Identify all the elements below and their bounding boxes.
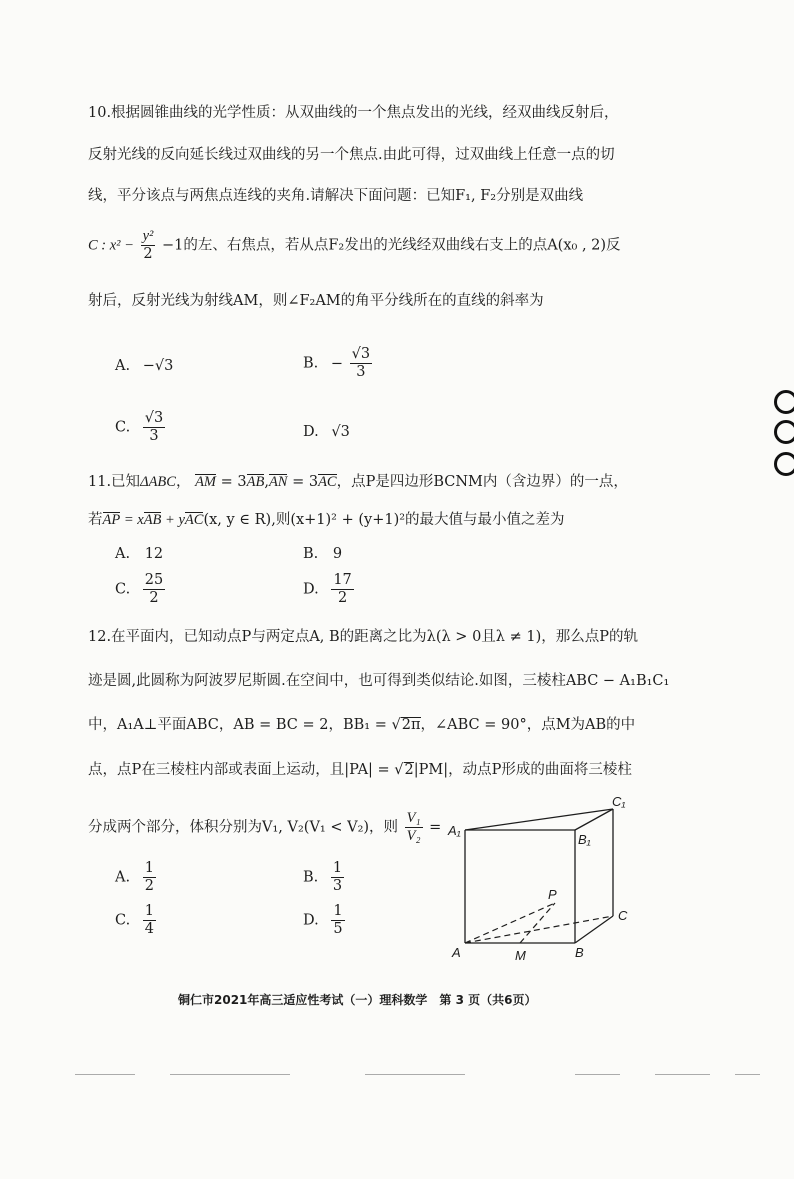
q10-option-c xyxy=(115,410,167,445)
q11-triangle: ΔABC xyxy=(140,474,176,490)
q10-curve-fraction xyxy=(141,228,156,263)
q11-option-d-label: D. xyxy=(303,581,319,598)
label-a1: A₁ xyxy=(448,823,461,838)
q11-line-2 xyxy=(88,510,565,530)
binding-hole-mark-2 xyxy=(774,420,794,444)
segment-m-p xyxy=(520,903,555,943)
q12-line-5-b: = xyxy=(429,819,442,836)
q11-eq-2: = 3 xyxy=(287,474,319,490)
q10-curve-fraction-num: y² xyxy=(142,228,154,244)
q12-volume-ratio xyxy=(405,810,423,845)
q11-option-b-label: B. xyxy=(303,546,319,562)
q12-line-2: 迹是圆,此圆称为阿波罗尼斯圆.在空间中，也可得到类似结论.如图，三棱柱ABC − A₁B₁C₁ xyxy=(88,673,670,689)
scan-dash-4 xyxy=(575,1074,620,1075)
q11-vector-ac: AC xyxy=(318,474,337,490)
q11-option-d xyxy=(303,572,356,607)
label-c: C xyxy=(618,908,628,923)
q10-option-c-label: C. xyxy=(115,419,131,436)
q11-option-c xyxy=(115,572,167,607)
q12-option-a-fraction xyxy=(143,860,156,895)
q12-sqrt-2: 2 xyxy=(404,762,414,778)
q12-option-c-fraction xyxy=(143,903,156,938)
q10-line-1: 10.根据圆锥曲线的光学性质：从双曲线的一个焦点发出的光线，经双曲线反射后， xyxy=(88,105,619,121)
q10-option-a xyxy=(115,356,173,376)
q11-option-b-value: 9 xyxy=(332,546,343,562)
q10-option-b-num: √3 xyxy=(351,346,371,362)
label-p: P xyxy=(548,887,557,902)
q12-option-a-den: 2 xyxy=(144,878,154,894)
q11-option-a-value: 12 xyxy=(144,546,164,562)
edge-a1-c1 xyxy=(465,809,613,830)
q12-line-5 xyxy=(88,810,441,845)
q10-curve-fraction-den: 2 xyxy=(143,246,153,262)
q10-option-b xyxy=(303,346,374,381)
q11-vector-ab-2: AB xyxy=(143,512,162,528)
q12-sqrt-2pi: 2π xyxy=(401,717,421,733)
q11-option-d-den: 2 xyxy=(337,590,348,606)
q10-line-4 xyxy=(88,228,621,263)
q11-line-1-c: ， xyxy=(175,474,191,490)
q10-line-3: 线，平分该点与两焦点连线的夹角.请解决下面问题：已知F₁, F₂分别是双曲线 xyxy=(88,188,584,204)
q11-eq-1: = 3 xyxy=(216,474,247,490)
q11-option-c-fraction xyxy=(143,572,165,607)
q11-vector-ac-2: AC xyxy=(184,512,204,528)
q12-option-b-label: B. xyxy=(303,869,319,886)
q12-line-4-a: 点，点P在三棱柱内部或表面上运动，且|PA| = xyxy=(88,762,395,778)
q12-line-3-a: 中，A₁A⊥平面ABC，AB = BC = 2，BB₁ = xyxy=(88,717,392,733)
q10-line-4-post: −1的左、右焦点，若从点F₂发出的光线经双曲线右支上的点A(x₀ , 2)反 xyxy=(161,237,621,254)
label-b1: B₁ xyxy=(578,832,591,847)
q10-option-d-value: √3 xyxy=(331,424,350,440)
q12-option-b xyxy=(303,860,346,895)
q12-option-b-den: 3 xyxy=(332,878,343,894)
q12-line-3: 中，A₁A⊥平面ABC，AB = BC = 2，BB₁ = √2π，∠ABC = 90°，点M为AB的中 xyxy=(88,717,636,733)
q10-option-b-den: 3 xyxy=(356,364,366,380)
q12-option-c-num: 1 xyxy=(144,903,155,919)
q11-vector-an: AN xyxy=(268,474,288,490)
q10-option-a-value: −√3 xyxy=(142,358,174,374)
label-m: M xyxy=(515,948,526,963)
scan-dash-3 xyxy=(365,1074,465,1075)
binding-hole-mark-3 xyxy=(774,452,794,476)
label-b: B xyxy=(575,945,584,960)
q12-option-c-den: 4 xyxy=(144,921,155,937)
q10-line-5: 射后，反射光线为射线AM，则∠F₂AM的角平分线所在的直线的斜率为 xyxy=(88,293,544,309)
q12-option-d-fraction xyxy=(331,903,344,938)
binding-hole-mark-1 xyxy=(774,390,794,414)
label-a: A xyxy=(452,945,461,960)
q11-option-b xyxy=(303,544,342,564)
q12-option-a-num: 1 xyxy=(144,860,154,876)
q12-option-d-label: D. xyxy=(303,912,319,929)
q10-option-b-label: B. xyxy=(303,355,319,372)
q11-plus-y: + y xyxy=(161,512,185,528)
prism-figure xyxy=(440,795,640,970)
q10-option-c-den: 3 xyxy=(149,428,159,444)
scan-dash-2 xyxy=(170,1074,290,1075)
q12-option-d-den: 5 xyxy=(333,921,343,937)
q11-line-2-b: (x, y ∈ R),则(x+1)² + (y+1)²的最大值与最小值之差为 xyxy=(203,512,565,528)
label-c1: C₁ xyxy=(612,795,626,809)
q12-line-5-a: 分成两个部分，体积分别为V₁, V₂(V₁ < V₂)，则 xyxy=(88,819,399,836)
q11-option-d-fraction xyxy=(331,572,353,607)
q10-option-d xyxy=(303,422,350,442)
q12-line-4-b: |PM|，动点P形成的曲面将三棱柱 xyxy=(413,762,632,778)
scan-dash-1 xyxy=(75,1074,135,1075)
q11-comma: , xyxy=(264,474,269,490)
hidden-edge-a-c xyxy=(465,916,613,943)
q12-option-d xyxy=(303,903,347,938)
q12-option-a-label: A. xyxy=(115,869,131,886)
q11-option-a xyxy=(115,544,163,564)
q10-option-c-fraction xyxy=(143,410,165,445)
page-footer: 铜仁市2021年高三适应性考试（一）理科数学 第 3 页（共6页） xyxy=(178,993,537,1007)
q12-line-4: 点，点P在三棱柱内部或表面上运动，且|PA| = √2|PM|，动点P形成的曲面将三棱柱 xyxy=(88,762,632,778)
q12-option-c xyxy=(115,903,158,938)
q11-option-a-label: A. xyxy=(115,546,131,562)
q12-option-c-label: C. xyxy=(115,912,131,929)
q10-curve-eq-pre: C : x² − xyxy=(88,237,134,254)
q11-line-1 xyxy=(88,472,628,492)
q11-option-c-label: C. xyxy=(115,581,131,598)
q12-option-a xyxy=(115,860,158,895)
q10-option-a-label: A. xyxy=(115,358,131,374)
q11-eq-x: = x xyxy=(120,512,144,528)
q11-line-2-a: 若 xyxy=(88,512,103,528)
q10-option-d-label: D. xyxy=(303,424,319,440)
q11-option-c-den: 2 xyxy=(149,590,159,606)
q11-vector-ap: AP xyxy=(102,512,121,528)
q10-option-c-num: √3 xyxy=(144,410,164,426)
q12-option-b-fraction xyxy=(331,860,344,895)
q12-line-3-b: ，∠ABC = 90°，点M为AB的中 xyxy=(420,717,636,733)
q10-option-b-sign: − xyxy=(330,355,344,372)
q11-vector-ab: AB xyxy=(246,474,265,490)
scan-dash-6 xyxy=(735,1074,760,1075)
segment-a-p xyxy=(465,903,555,943)
q10-line-2: 反射光线的反向延长线过双曲线的另一个焦点.由此可得，过双曲线上任意一点的切 xyxy=(88,147,615,163)
q12-volume-ratio-den: V₂ xyxy=(406,828,421,844)
q12-volume-ratio-num: V₁ xyxy=(406,810,421,826)
q12-line-1: 12.在平面内，已知动点P与两定点A, B的距离之比为λ(λ > 0且λ ≠ 1)，那么点P的轨 xyxy=(88,629,638,645)
q11-vector-am: AM xyxy=(195,474,217,490)
q12-option-d-num: 1 xyxy=(333,903,343,919)
q11-line-1-d: ，点P是四边形BCNM内（含边界）的一点， xyxy=(336,474,628,490)
q12-option-b-num: 1 xyxy=(332,860,343,876)
q11-option-c-num: 25 xyxy=(144,572,164,588)
q11-line-1-a: 11.已知 xyxy=(88,474,141,490)
q10-option-b-fraction xyxy=(350,346,372,381)
scan-dash-5 xyxy=(655,1074,710,1075)
q11-option-d-num: 17 xyxy=(333,572,352,588)
